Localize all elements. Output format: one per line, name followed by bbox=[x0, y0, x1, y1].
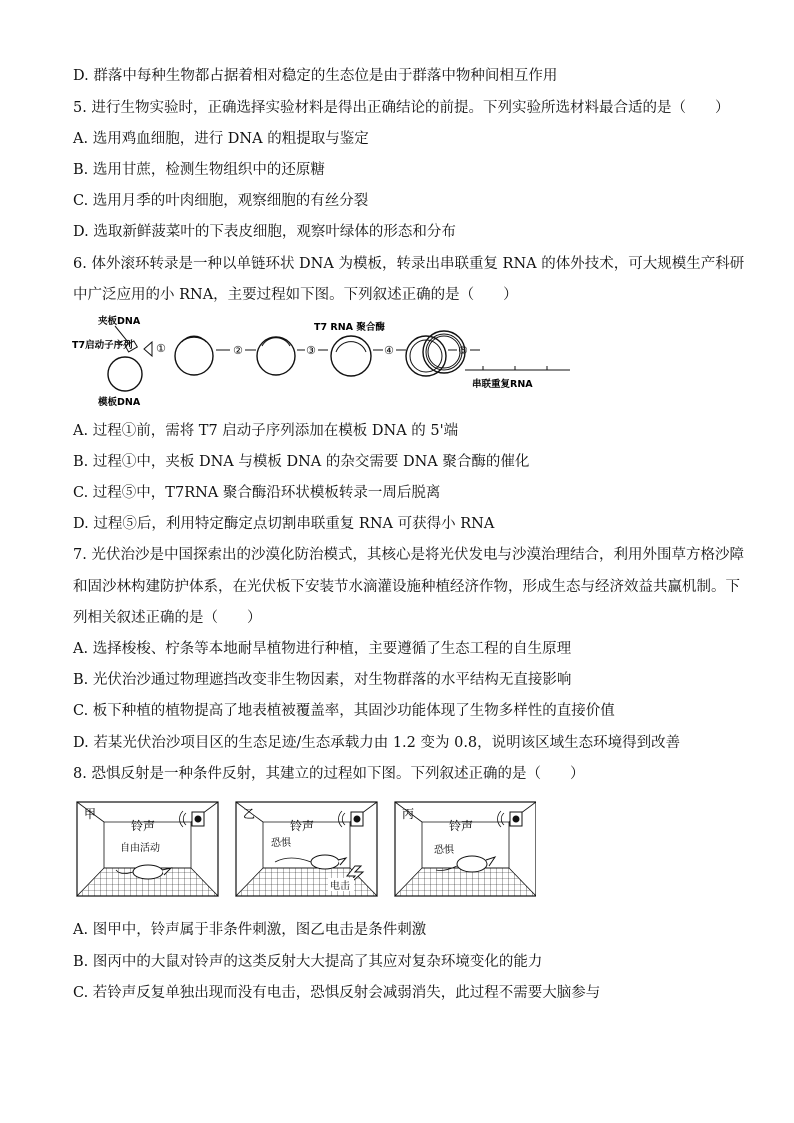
q5-option-d: D. 选取新鲜菠菜叶的下表皮细胞，观察叶绿体的形态和分布 bbox=[73, 224, 456, 240]
panel-tag-bing: 丙 bbox=[402, 807, 415, 821]
fear-label-yi: 恐惧 bbox=[271, 838, 291, 849]
q6-stem-2: 中广泛应用的小 RNA，主要过程如下图。下列叙述正确的是（ ） bbox=[73, 287, 518, 303]
shock-label: 电击 bbox=[330, 881, 350, 892]
q8-option-b: B. 图丙中的大鼠对铃声的这类反射大大提高了其应对复杂环境变化的能力 bbox=[73, 954, 543, 970]
template-dna-label: 模板DNA bbox=[98, 397, 141, 408]
arc-step3 bbox=[336, 342, 366, 352]
q7-option-b: B. 光伏治沙通过物理遮挡改变非生物因素，对生物群落的水平结构无直接影响 bbox=[73, 672, 572, 688]
q6-stem-1: 6. 体外滚环转录是一种以单链环状 DNA 为模板，转录出串联重复 RNA 的体外技术，可大规模生产科研 bbox=[73, 256, 745, 272]
panel-jia bbox=[77, 802, 218, 896]
step1-arrow bbox=[144, 342, 152, 356]
t7-polymerase-label: T7 RNA 聚合酶 bbox=[314, 322, 385, 333]
tandem-rna-label: 串联重复RNA bbox=[472, 379, 533, 390]
free-activity-label: 自由活动 bbox=[120, 843, 160, 854]
template-dna-circle bbox=[108, 357, 142, 391]
q6-option-a: A. 过程①前，需将 T7 启动子序列添加在模板 DNA 的 5'端 bbox=[73, 423, 459, 439]
q8-option-a: A. 图甲中，铃声属于非条件刺激，图乙电击是条件刺激 bbox=[73, 922, 427, 938]
rat-icon bbox=[275, 855, 346, 869]
q7-option-a: A. 选择梭梭、柠条等本地耐旱植物进行种植，主要遵循了生态工程的自生原理 bbox=[73, 641, 572, 657]
q5-option-b: B. 选用甘蔗，检测生物组织中的还原糖 bbox=[73, 162, 325, 178]
circle-step2 bbox=[257, 337, 295, 375]
step2-label: ② bbox=[233, 344, 243, 357]
q6-option-b: B. 过程①中，夹板 DNA 与模板 DNA 的杂交需要 DNA 聚合酶的催化 bbox=[73, 454, 530, 470]
step1-label: ① bbox=[156, 342, 166, 355]
q5-option-c: C. 选用月季的叶肉细胞，观察细胞的有丝分裂 bbox=[73, 193, 369, 209]
circle-step1 bbox=[175, 337, 213, 375]
step4-label: ④ bbox=[384, 344, 394, 357]
q8-stem: 8. 恐惧反射是一种条件反射，其建立的过程如下图。下列叙述正确的是（ ） bbox=[73, 766, 585, 782]
q5-option-a: A. 选用鸡血细胞，进行 DNA 的粗提取与鉴定 bbox=[73, 131, 369, 147]
panel-tag-yi: 乙 bbox=[243, 807, 256, 821]
t7-promoter-label: T7启动子序列 bbox=[72, 340, 133, 351]
clamp-dna-label: 夹板DNA bbox=[98, 316, 141, 327]
q7-option-c: C. 板下种植的植物提高了地表植被覆盖率，其固沙功能体现了生物多样性的直接价值 bbox=[73, 703, 615, 719]
panel-bing bbox=[395, 802, 536, 896]
q8-option-c: C. 若铃声反复单独出现而没有电击，恐惧反射会减弱消失，此过程不需要大脑参与 bbox=[73, 985, 601, 1001]
fear-label-bing: 恐惧 bbox=[434, 845, 454, 856]
bell-label-bing: 铃声 bbox=[449, 819, 474, 833]
q7-stem-2: 和固沙林构建防护体系，在光伏板下安装节水滴灌设施种植经济作物，形成生态与经济效益共赢机制。下 bbox=[73, 579, 740, 595]
bell-label-jia: 铃声 bbox=[131, 819, 156, 833]
speaker-icon bbox=[498, 811, 522, 827]
q7-stem-3: 列相关叙述正确的是（ ） bbox=[73, 610, 262, 626]
q6-figure bbox=[70, 312, 580, 412]
q7-option-d: D. 若某光伏治沙项目区的生态足迹/生态承载力由 1.2 变为 0.8，说明该区域生态环境得到改善 bbox=[73, 735, 681, 751]
q6-option-d: D. 过程⑤后，利用特定酶定点切割串联重复 RNA 可获得小 RNA bbox=[73, 516, 495, 532]
q8-figure bbox=[76, 800, 536, 900]
q7-stem-1: 7. 光伏治沙是中国探索出的沙漠化防治模式，其核心是将光伏发电与沙漠治理结合，利用外围草方格沙障 bbox=[73, 547, 744, 563]
speaker-icon bbox=[180, 811, 204, 827]
step5-label: ⑤ bbox=[458, 344, 468, 357]
q5-stem: 5. 进行生物实验时，正确选择实验材料是得出正确结论的前提。下列实验所选材料最合适的是（ ） bbox=[73, 100, 730, 116]
speaker-icon bbox=[339, 811, 363, 827]
step3-label: ③ bbox=[306, 344, 316, 357]
floor-grid-bing bbox=[395, 868, 536, 896]
panel-yi bbox=[236, 802, 377, 896]
q6-option-c: C. 过程⑤中，T7RNA 聚合酶沿环状模板转录一周后脱离 bbox=[73, 485, 441, 501]
q4-option-d: D. 群落中每种生物都占据着相对稳定的生态位是由于群落中物种间相互作用 bbox=[73, 68, 558, 84]
panel-tag-jia: 甲 bbox=[84, 807, 97, 821]
bell-label-yi: 铃声 bbox=[290, 819, 315, 833]
